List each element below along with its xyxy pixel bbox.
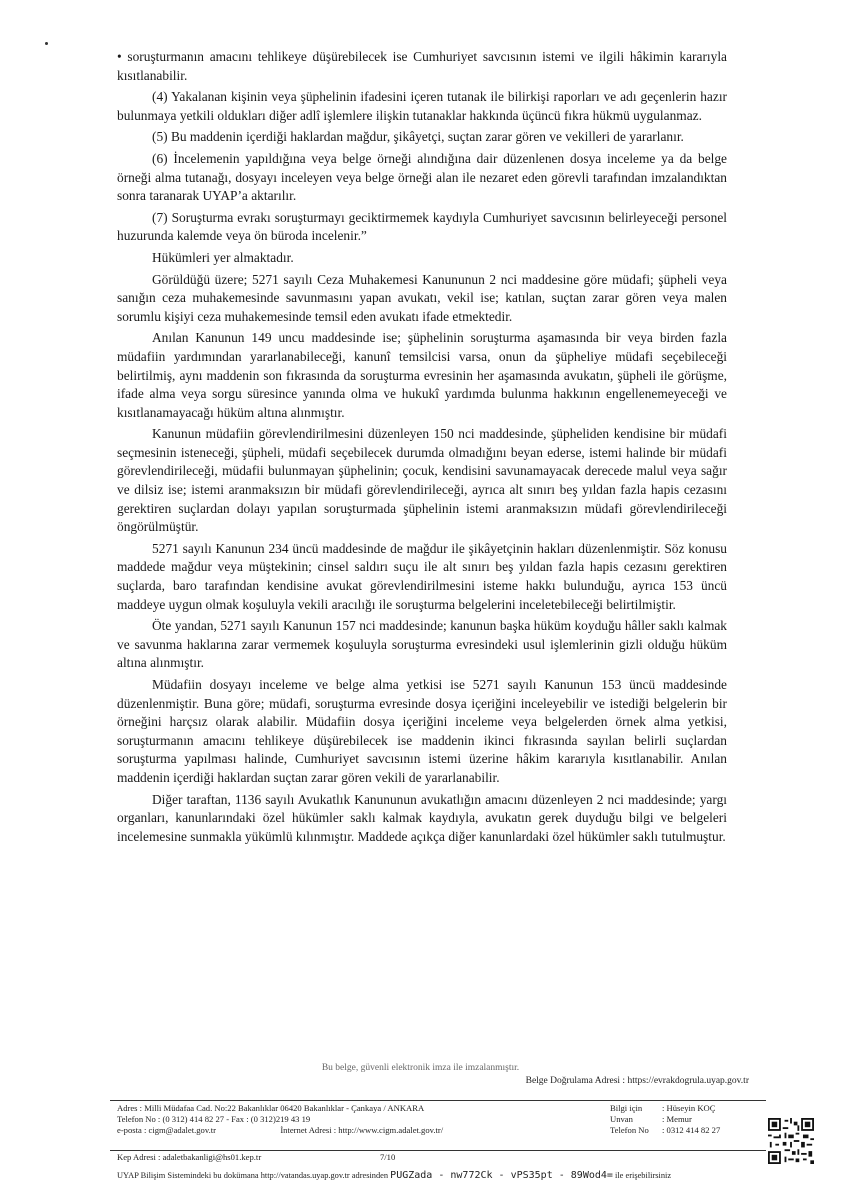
paragraph: (5) Bu maddenin içerdiği haklardan mağdur, şikâyetçi, suçtan zarar gören ve vekilleri de yararlanır. <box>152 129 684 145</box>
footer-web: İnternet Adresi : http://www.cigm.adalet.gov.tr/ <box>280 1125 444 1135</box>
info-value: : Hüseyin KOÇ <box>662 1103 716 1113</box>
paragraph: (4) Yakalanan kişinin veya şüphelinin ifadesini içeren tutanak ile bilirkişi raporları ve adı geçenlerin hazır bulunmaya yetkili oldukları diğer adlî işlemlere ilişkin tutanaklar hakkında üçüncü fıkra hükmü uygulanmaz. <box>117 89 727 123</box>
body-text <box>117 48 727 849</box>
paragraph: Öte yandan, 5271 sayılı Kanunun 157 nci maddesinde; kanunun başka hüküm koyduğu hâller saklı kalmak ve savunma haklarına zarar vermemek koşuluyla soruşturma evresindeki usul işlemlerinin gizli olduğu hüküm altına alınmıştır. <box>117 618 727 671</box>
footer-phone: Telefon No : (0 312) 414 82 27 - Fax : (0 312)219 43 19 <box>117 1114 311 1124</box>
paragraph: Hükümleri yer almaktadır. <box>152 249 294 265</box>
signature-stamp: Bu belge, güvenli elektronik imza ile imzalanmıştır. <box>321 1063 520 1073</box>
paragraph: Anılan Kanunun 149 uncu maddesinde ise; şüphelinin soruşturma aşamasında bir veya birden fazla müdafiin yardımından yararlanabileceği, kanunî temsilcisi varsa, onun da şüpheliye müdafi seçebileceği belirtilmiş, aynı maddenin son fıkrasında da soruşturma evresinin her aşamasında avukatın, şüpheli ile görüşme, ifade alma veya sorgu süresince yanında olma ve hukukî yardımda bulunma hakkının engellenemeyeceği ve kısıtlanamayacağı hüküm altına alınmıştır. <box>117 330 727 420</box>
scan-speck <box>45 42 48 45</box>
paragraph: Diğer taraftan, 1136 sayılı Avukatlık Kanununun avukatlığın amacını düzenleyen 2 nci maddesinde; yargı organları, kanunlarındaki özel hükümler saklı kalmak kaydıyla, avukatın gerek duyduğu bilgi ve belgeleri incelemesine sunmakla yükümlü kılınmıştır. Maddede açıkça diğer kanunlardaki özel hükümler saklı tutulmuştur. <box>117 791 727 844</box>
page-number: 7/10 <box>380 1152 396 1162</box>
kep-address: Kep Adresi : adaletbakanligi@hs01.kep.tr <box>117 1152 262 1162</box>
verification-address: Belge Doğrulama Adresi : https://evrakdogrula.uyap.gov.tr <box>525 1076 749 1086</box>
paragraph: (6) İncelemenin yapıldığına veya belge örneği alındığına dair düzenlenen dosya inceleme ya da belge örneği alma tutanağı, dosyayı inceleyen veya belge örneği alan ile nezaret eden görevli tarafından imzalandıktan sonra taranarak UYAP’a aktarılır. <box>117 150 727 204</box>
paragraph: • soruşturmanın amacını tehlikeye düşürebilecek ise Cumhuriyet savcısının istemi ve ilgili hâkimin kararıyla kısıtlanabilir. <box>117 49 727 83</box>
qr-code-icon <box>768 1118 814 1164</box>
title-label: Unvan <box>610 1114 633 1124</box>
info-label: Bilgi için <box>610 1103 643 1113</box>
tel-value: : 0312 414 82 27 <box>662 1125 721 1135</box>
footer-contact <box>117 1103 443 1136</box>
footer-divider-top <box>110 1100 766 1101</box>
paragraph: Kanunun müdafiin görevlendirilmesini düzenleyen 150 nci maddesinde, şüpheliden kendisine bir müdafi seçmesinin isteneceği, şüpheli, müdafi seçebilecek durumda olmadığını beyan ederse, istemi halinde bir müdafi görevlendirileceği, müdafii bulunmayan şüphelinin; çocuk, kendisini savunamayacak derecede malul veya sağır ve dilsiz ise; istemi aranmaksızın bir müdafi görevlendirileceği, ayrıca alt sınırı beş yıldan fazla hapis cezasını gerektiren suçlardan dolayı yapılan soruşturmada şüphelinin istemi aranmaksızın müdafi görevlendirileceği öngörülmüştür. <box>117 426 727 535</box>
paragraph: 5271 sayılı Kanunun 234 üncü maddesinde de mağdur ile şikâyetçinin hakları düzenlenmiştir. Söz konusu maddede mağdur veya müştekinin; cinsel saldırı suçu ile alt sınırı beş yıldan fazla hapis cezasını gerektiren suçlarda, baro tarafından kendisine avukat görevlendirilmesini isteme hakkı bulunduğu, ayrıca 153 üncü maddeye uygun olmak koşuluyla vekili aracılığı ile soruşturma belgelerini inceletebileceği belirtilmiştir. <box>117 540 727 612</box>
paragraph: (7) Soruşturma evrakı soruşturmayı geciktirmemek kaydıyla Cumhuriyet savcısının belirleyeceği personel huzurunda kalemde veya ön büroda incelenir.” <box>117 209 727 244</box>
paragraph: Müdafiin dosyayı inceleme ve belge alma yetkisi ise 5271 sayılı Kanunun 153 üncü maddesinde düzenlenmiştir. Buna göre; müdafi, soruşturma evresinde dosya içeriğini inceleyebilir ve istediği belgelerin bir örneğini harçsız olarak alabilir. Müdafiin dosya içeriğini inceleme veya belgelerden örnek alma yetkisi, soruşturmanın amacını tehlikeye düşürebilecek ise maddenin ikinci fıkrasında sayılan belirli suçlardan soruşturma yapılması halinde, Cumhuriyet savcısının istemi üzerine hâkim kararıyla kısıtlanabilir. Anılan maddenin içerdiği haklardan suçtan zarar gören vekili de yararlanabilir. <box>117 677 727 785</box>
uyap-access-line <box>117 1170 671 1181</box>
paragraph: Görüldüğü üzere; 5271 sayılı Ceza Muhakemesi Kanununun 2 nci maddesine göre müdafi; şüpheli veya sanığın ceza muhakemesinde savunmasını yapan avukatı, vekil ise; katılan, suçtan zarar gören veya malen sorumlu kişiyi ceza muhakemesinde temsil eden avukatı ifade etmektedir. <box>117 271 727 324</box>
footer-divider-bottom <box>110 1150 766 1151</box>
footer-email: e-posta : cigm@adalet.gov.tr <box>117 1125 216 1135</box>
title-value: : Memur <box>662 1114 692 1124</box>
footer-info <box>610 1103 720 1136</box>
uyap-prefix: UYAP Bilişim Sistemindeki bu dokümana http://vatandas.uyap.gov.tr adresinden <box>117 1171 389 1180</box>
footer-address: Adres : Milli Müdafaa Cad. No:22 Bakanlıklar 06420 Bakanlıklar - Çankaya / ANKARA <box>117 1103 425 1113</box>
tel-label: Telefon No <box>610 1125 649 1135</box>
uyap-code: PUGZada - nw772Ck - vPS35pt - 89Wod4= <box>390 1170 613 1181</box>
footer-email-web <box>117 1125 443 1136</box>
uyap-suffix: ile erişebilirsiniz <box>615 1171 672 1180</box>
